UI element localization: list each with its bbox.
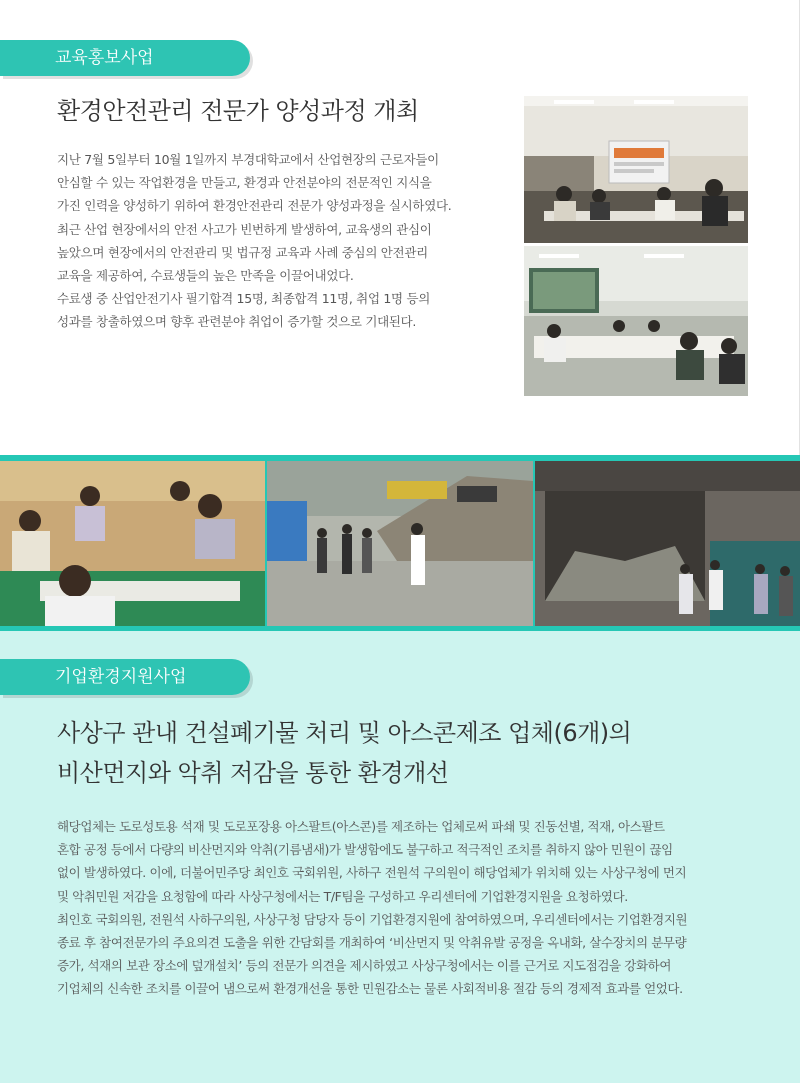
- education-title: 환경안전관리 전문가 양성과정 개최: [57, 97, 419, 125]
- title-line: 사상구 관내 건설폐기물 처리 및 아스콘제조 업체(6개)의: [57, 719, 632, 747]
- body-line: 높았으며 현장에서의 안전관리 및 법규정 교육과 사례 중심의 안전관리: [57, 244, 428, 260]
- title-line: 비산먼지와 악취 저감을 통한 환경개선: [57, 759, 449, 787]
- body-line: 없이 발생하였다. 이에, 더불어민주당 최인호 국회위원, 사하구 전원석 구의원이 해당업체가 위치해 있는 사상구청에 먼지: [57, 865, 687, 881]
- body-line: 기업체의 신속한 조치를 이끌어 냄으로써 환경개선을 통한 민원감소는 물론 사회적비용 절감 등의 경제적 효과를 얻었다.: [57, 981, 683, 997]
- body-line: 수료생 중 산업안전기사 필기합격 15명, 최종합격 11명, 취업 1명 등의: [57, 291, 431, 307]
- body-line: 해당업체는 도로성토용 석재 및 도로포장용 아스팔트(아스콘)를 제조하는 업체로써 파쇄 및 진동선별, 적재, 아스팔트: [57, 819, 665, 834]
- site-inspection-photo: [267, 461, 533, 626]
- classroom-photo-1: [524, 96, 748, 243]
- meeting-photo: [0, 461, 265, 626]
- section-tag-corporate: 기업환경지원사업: [0, 659, 250, 695]
- body-line: 종료 후 참여전문가의 주요의견 도출을 위한 간담회를 개최하여 ‘비산먼지 및 악취유발 공정을 옥내화, 살수장치의 분무량: [57, 935, 687, 951]
- body-line: 혼합 공정 등에서 다량의 비산먼지와 악취(기름냄새)가 발생함에도 불구하고 적극적인 조치를 취하지 않아 민원이 끊임: [57, 842, 673, 858]
- waste-facility-photo: [535, 461, 800, 626]
- body-line: 및 악취민원 저감을 요청함에 따라 사상구청에서는 T/F팀을 구성하고 우리센터에 기업환경지원을 요청하였다.: [57, 888, 628, 904]
- education-body: [57, 148, 497, 334]
- body-line: 최인호 국회의원, 전원석 사하구의원, 사상구청 담당자 등이 기업환경지원에 참여하였으며, 우리센터에서는 기업환경지원: [57, 911, 688, 927]
- body-line: 가진 인력을 양성하기 위하여 환경안전관리 전문가 양성과정을 실시하였다.: [57, 198, 452, 214]
- section-tag-education: 교육홍보사업: [0, 40, 250, 76]
- body-line: 증가, 석재의 보관 장소에 덮개설치’ 등의 전문가 의견을 제시하였고 사상구청에서는 이를 근거로 지도점검을 강화하여: [57, 958, 672, 974]
- corporate-body: [57, 815, 757, 1001]
- body-line: 최근 산업 현장에서의 안전 사고가 빈번하게 발생하여, 교육생의 관심이: [57, 221, 432, 237]
- body-line: 교육을 제공하여, 수료생들의 높은 만족을 이끌어내었다.: [57, 268, 354, 284]
- body-line: 지난 7월 5일부터 10월 1일까지 부경대학교에서 산업현장의 근로자들이: [57, 152, 439, 167]
- body-line: 성과를 창출하였으며 향후 관련분야 취업이 증가할 것으로 기대된다.: [57, 314, 417, 330]
- body-line: 안심할 수 있는 작업환경을 만들고, 환경과 안전분야의 전문적인 지식을: [57, 175, 432, 191]
- classroom-photo-2: [524, 246, 748, 396]
- corporate-title: [57, 713, 631, 793]
